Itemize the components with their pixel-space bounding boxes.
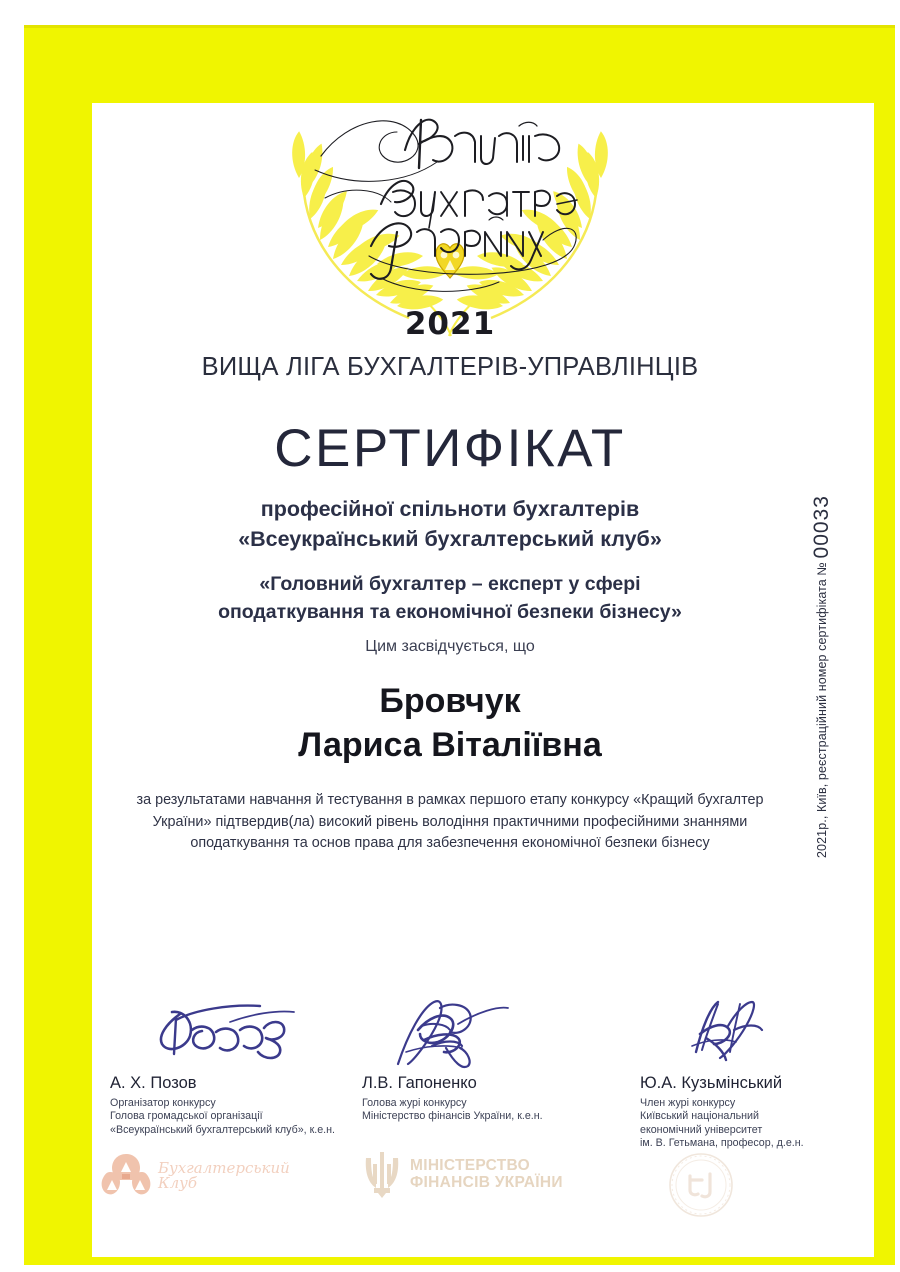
tryzub-icon — [362, 1150, 402, 1198]
signatory-role-2-line-1: Голова журі конкурсу — [362, 1097, 467, 1109]
signatory-role-3-line-3: економічний університет — [640, 1123, 763, 1136]
ministry-of-finance-logo — [362, 1150, 563, 1198]
signatory-role-1-line-3: «Всеукраїнський бухгалтерський клуб», к.е.н. — [110, 1123, 336, 1136]
nomination-title — [110, 570, 790, 626]
signature-block-2 — [362, 1000, 612, 1124]
issuer-subtitle-line-1: професійної спільноти бухгалтерів — [260, 497, 640, 521]
issuer-subtitle-line-2: «Всеукраїнський бухгалтерський клуб» — [238, 527, 662, 551]
competition-emblem — [285, 92, 615, 342]
signatory-name-1: А. Х. Позов — [110, 1074, 197, 1092]
recipient-first-name: Лариса Віталіївна — [298, 726, 602, 764]
recipient-last-name: Бровчук — [379, 682, 521, 720]
signatory-role-3 — [640, 1097, 820, 1151]
signatory-role-3-line-4: ім. В. Гетьмана, професор, д.е.н. — [640, 1137, 804, 1150]
league-heading: ВИЩА ЛІГА БУХГАЛТЕРІВ-УПРАВЛІНЦІВ — [201, 353, 699, 381]
club-trefoil-icon — [100, 1150, 152, 1202]
emblem-year: 2021 — [404, 306, 496, 342]
signatory-role-2-line-2: Міністерство фінансів України, к.е.н. — [362, 1110, 543, 1123]
registration-number: 00033 — [810, 495, 833, 559]
signatory-name-2: Л.В. Гапоненко — [362, 1074, 477, 1092]
certificate-body-text: за результатами навчання й тестування в рамках першого етапу конкурсу «Кращий бухгалтер України» підтвердив(ла) високий рівень володіння практичними професійними знаннями оподаткування та основ права для забезпечення економічної безпеки бізнесу — [136, 792, 764, 851]
page-title: СЕРТИФІКАТ — [274, 419, 626, 478]
signature-mark-2 — [362, 1000, 612, 1072]
signature-block-1 — [110, 1000, 360, 1137]
signatory-name-3: Ю.А. Кузьмінський — [640, 1074, 783, 1092]
attestation-text: Цим засвідчується, що — [365, 638, 535, 655]
university-seal-icon — [666, 1150, 736, 1220]
ministry-logo-text — [410, 1157, 563, 1191]
signatory-role-3-line-1: Член журі конкурсу — [640, 1097, 736, 1109]
club-logo-text-line-2: Клуб — [158, 1174, 198, 1192]
signatory-role-2 — [362, 1097, 612, 1124]
footer-logos — [100, 1150, 840, 1220]
signature-mark-1 — [110, 1000, 360, 1072]
accountants-club-logo — [100, 1150, 290, 1202]
signature-block-3 — [640, 1000, 820, 1151]
nomination-line-1: «Головний бухгалтер – експерт у сфері — [259, 573, 641, 595]
signatory-role-1-line-1: Організатор конкурсу — [110, 1097, 216, 1109]
club-logo-text — [158, 1161, 290, 1191]
signatory-role-1 — [110, 1097, 360, 1137]
registration-prefix: 2021р., Київ, реєстраційний номер сертифіката № — [815, 562, 829, 858]
nomination-line-2: оподаткування та економічної безпеки бізнесу» — [218, 601, 682, 623]
signatory-role-1-line-2: Голова громадської організації — [110, 1110, 263, 1123]
registration-line — [810, 495, 834, 858]
ministry-logo-text-line-2: ФІНАНСІВ УКРАЇНИ — [410, 1174, 563, 1191]
signatory-role-3-line-2: Київський національний — [640, 1110, 759, 1123]
club-logo-text-line-1: Бухгалтерський — [158, 1159, 290, 1177]
issuer-subtitle — [120, 494, 780, 554]
kneu-seal-logo — [666, 1150, 736, 1225]
ministry-logo-text-line-1: МІНІСТЕРСТВО — [410, 1157, 531, 1174]
signature-mark-3 — [640, 1000, 820, 1072]
